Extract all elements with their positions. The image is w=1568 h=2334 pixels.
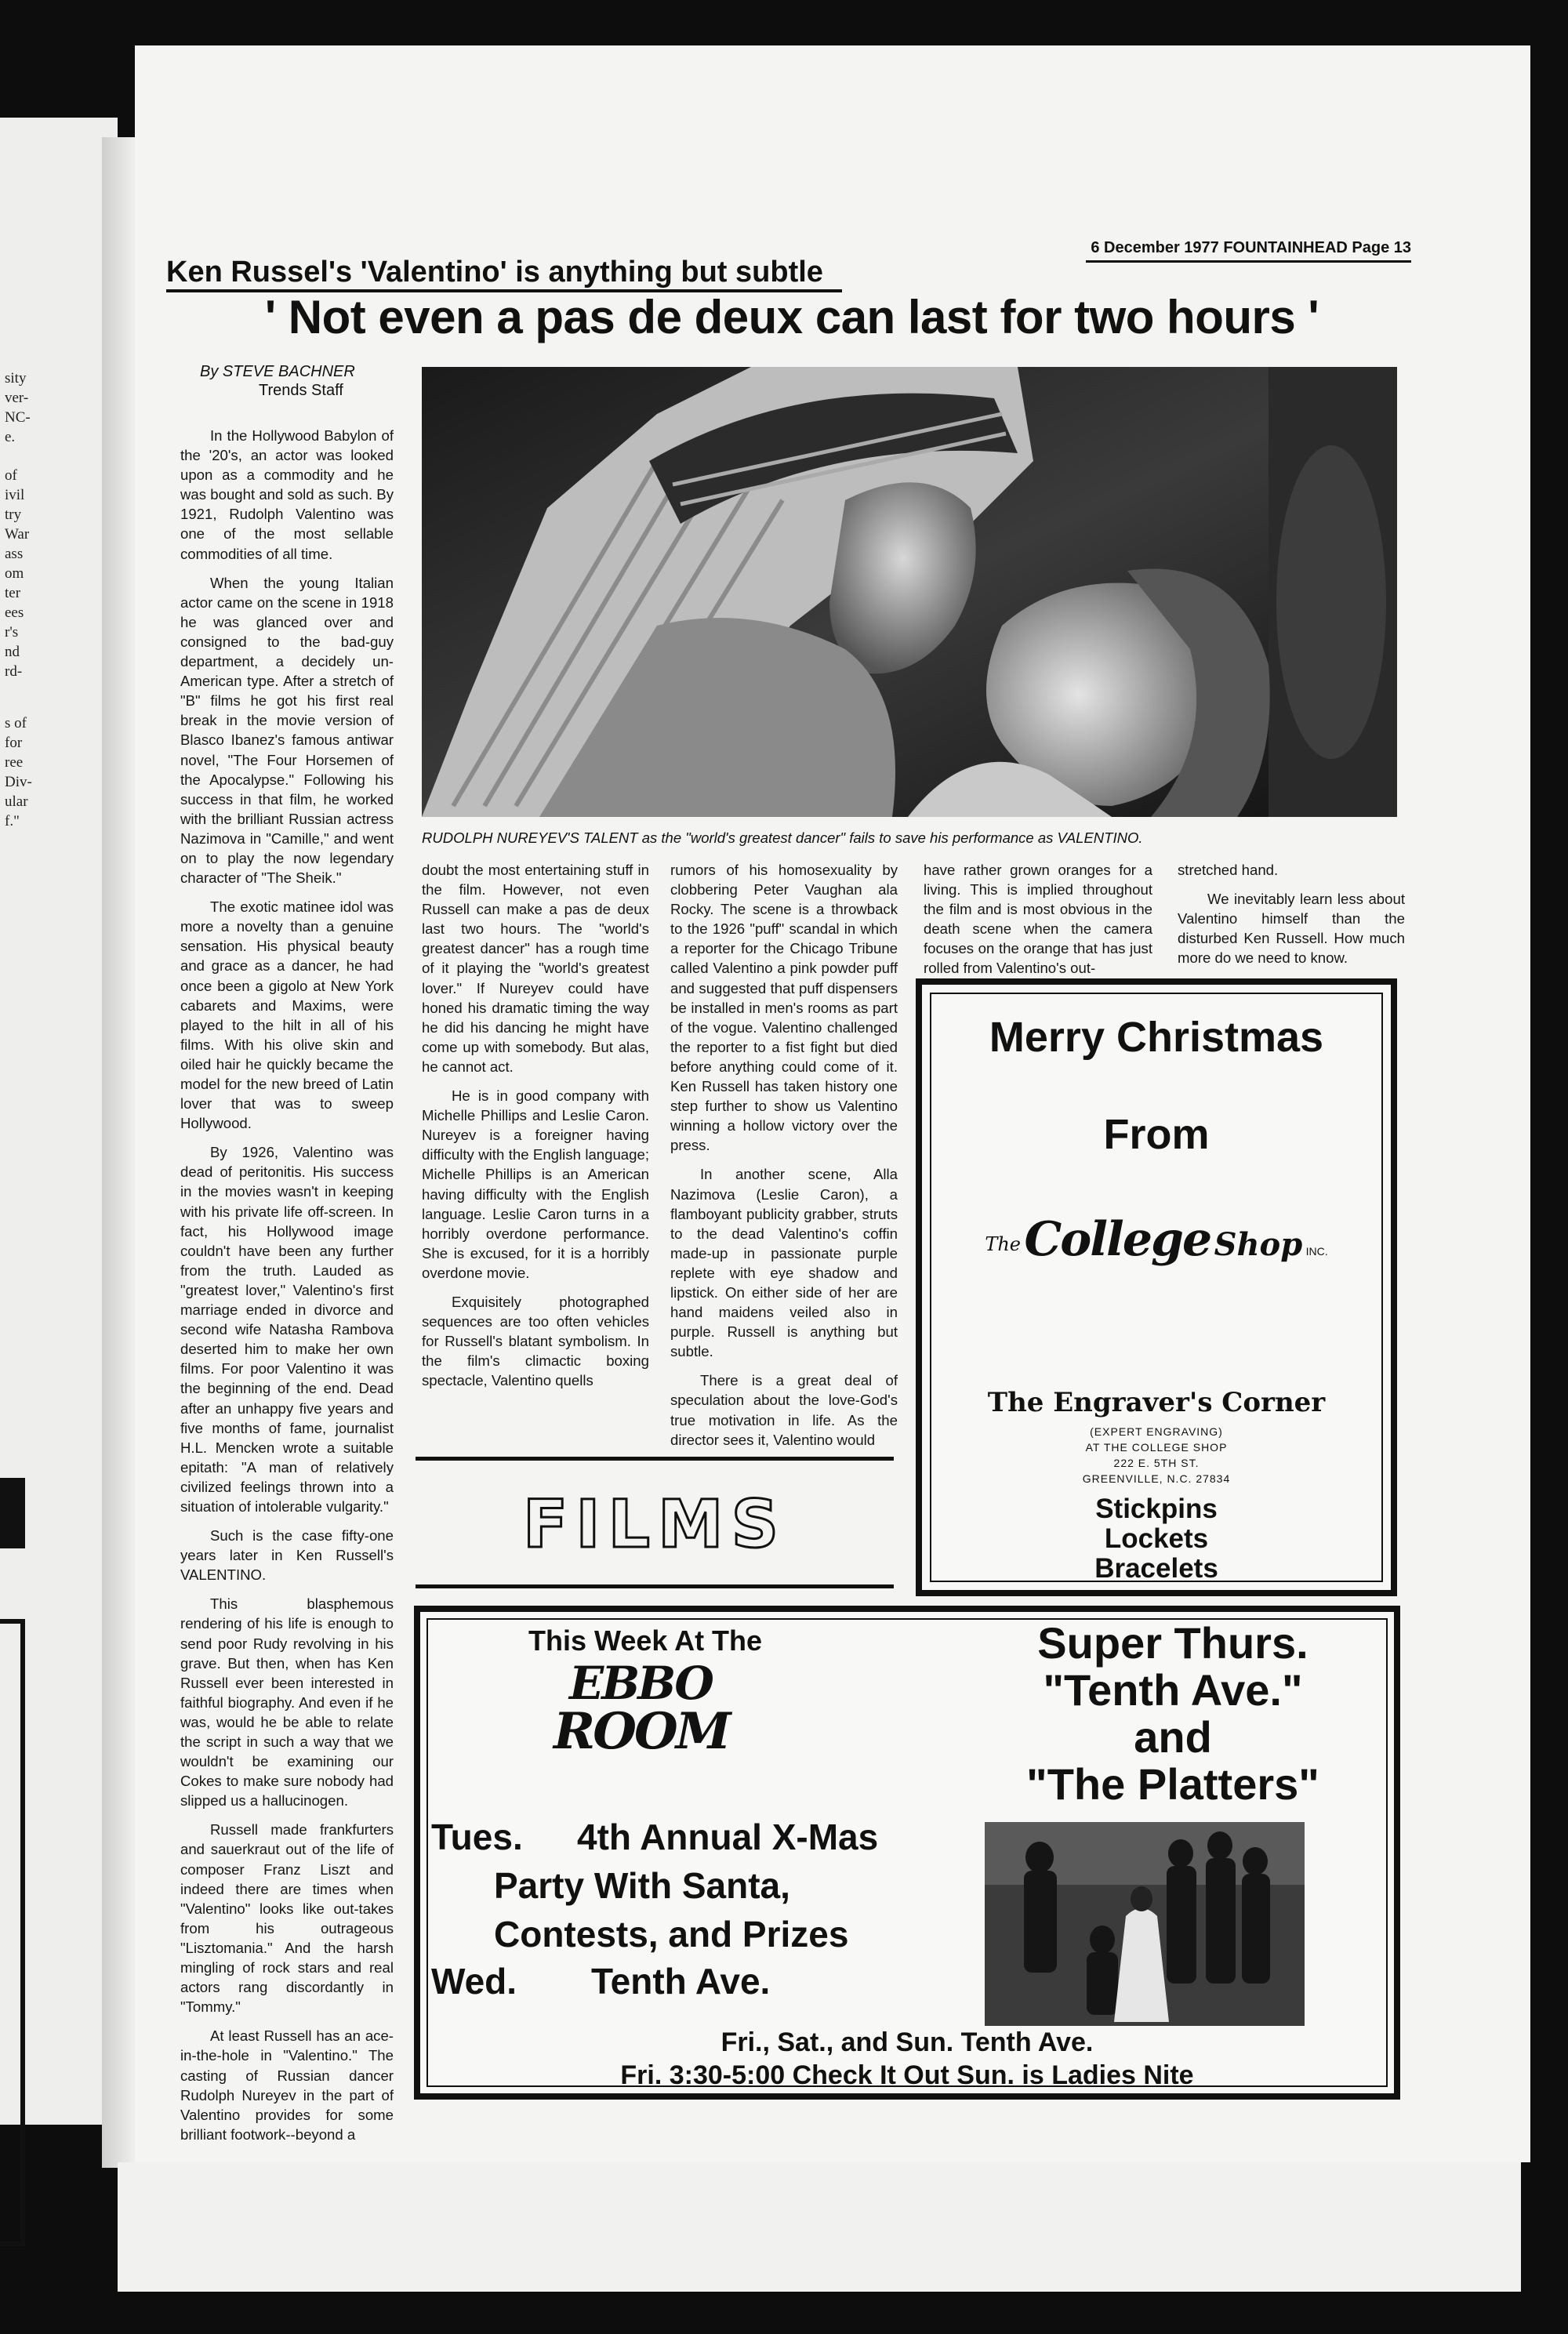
facing-page-fragment-text: s of: [5, 715, 27, 731]
facing-page-fragment-text: ree: [5, 754, 24, 771]
byline-department: Trends Staff: [259, 382, 343, 399]
films-label: FILMS: [522, 1486, 787, 1563]
article-paragraph: doubt the most entertaining stuff in the film. However, not even Russell can make a pas de deux last two hours. The "world's greatest dancer" has a rough time of it playing the "world's greatest lover." If Nureyev could have honed his dramatic timing the way he did his dancing he might have come up with somebody. But alas, he cannot act.: [422, 862, 649, 1075]
facing-page-fragment-text: ass: [5, 546, 24, 562]
article-column-5: [1178, 860, 1405, 977]
facing-page-fragment-text: ivil: [5, 487, 25, 503]
ad-from: From: [1103, 1111, 1210, 1158]
facing-page-fragment-text: e.: [5, 429, 16, 445]
article-paragraph: In another scene, Alla Nazimova (Leslie Caron), a flamboyant publicity grabber, struts to the dead Valentino's coffin made-up in passionate purple replete with eye shadow and lipstick. On either side of her are hand maidens veiled also in purple. Russell is anything but subtle.: [670, 1166, 898, 1360]
facing-page-fragment-text: Div-: [5, 774, 32, 790]
facing-page-fragment-text: try: [5, 506, 22, 523]
band-photo-illustration: [985, 1822, 1305, 2026]
facing-page-fragment-text: nd: [5, 644, 20, 660]
facing-page-block: [0, 1478, 25, 1548]
page-bottom-margin: [118, 2162, 1521, 2292]
facing-page-fragment-text: f.": [5, 813, 20, 829]
ad-merry-christmas: Merry Christmas: [989, 1014, 1324, 1061]
facing-page-fragment-text: ular: [5, 793, 28, 810]
tues-label: Tues.: [431, 1817, 523, 1857]
expert-engraving: (EXPERT ENGRAVING): [1090, 1425, 1223, 1438]
and-text: and: [1134, 1712, 1212, 1762]
college-shop-ad: [916, 978, 1397, 1596]
facing-page-fragment-text: NC-: [5, 409, 31, 426]
main-headline: ' Not even a pas de deux can last for two hours ': [264, 291, 1319, 343]
logo-inc: INC.: [1305, 1245, 1328, 1258]
article-paragraph: At least Russell has an ace-in-the-hole in "Valentino." The casting of Russian dancer Rudolph Nureyev in the part of Valentino provides for some brilliant footwork--beyond a: [180, 2027, 394, 2143]
shop-address: 222 E. 5TH ST.: [1113, 1457, 1200, 1469]
article-paragraph: There is a great deal of speculation about the love-God's true motivation in life. As the director sees it, Valentino would: [670, 1372, 898, 1448]
college-shop-logo: [922, 1212, 1391, 1290]
this-week-at: This Week At The: [528, 1624, 763, 1657]
tues-line-2: Party With Santa,: [494, 1865, 790, 1906]
logo-shop: Shop: [1214, 1226, 1303, 1263]
ebbo-logo-line2: ROOM: [554, 1702, 729, 1761]
article-column-2: [422, 860, 649, 1399]
engravers-corner: The Engraver's Corner: [987, 1387, 1326, 1418]
tenth-ave-title: "Tenth Ave.": [1043, 1665, 1303, 1715]
valentino-photo-illustration: [422, 367, 1397, 817]
facing-page-fragment-text: sity: [5, 370, 27, 387]
ebbo-room-ad: [414, 1606, 1400, 2100]
wed-label: Wed.: [431, 1961, 517, 2002]
ebbo-logo-line1: EBBO: [569, 1657, 712, 1710]
dateline: 6 December 1977 FOUNTAINHEAD Page 13: [1086, 239, 1411, 263]
article-photo: [422, 367, 1397, 817]
platters-photo: [985, 1822, 1305, 2026]
facing-page-fragment-text: ees: [5, 604, 24, 621]
shop-city: GREENVILLE, N.C. 27834: [1082, 1472, 1231, 1485]
facing-page-fragment-text: ver-: [5, 390, 29, 406]
logo-college: College: [1024, 1212, 1211, 1267]
facing-page-fragment-text: r's: [5, 624, 19, 641]
the-platters: "The Platters": [1026, 1759, 1319, 1809]
tues-line-3: Contests, and Prizes: [494, 1914, 849, 1955]
ladies-nite: Fri. 3:30-5:00 Check It Out Sun. is Ladies Nite: [620, 2060, 1194, 2090]
facing-page-fragment-text: rd-: [5, 663, 23, 680]
article-paragraph: The exotic matinee idol was more a novelty than a genuine sensation. His physical beauty and grace as a dancer, he had once been a gigolo at New York cabarets and Maxims, were played to the hilt in all of his films. With his olive skin and oiled hair he quickly became the model for the new breed of Latin lover that was to sweep Hollywood.: [180, 898, 394, 1132]
byline-author: By STEVE BACHNER: [200, 363, 355, 380]
article-paragraph: Exquisitely photographed sequences are too often vehicles for Russell's blatant symbolism. In the film's climactic boxing spectacle, Valentino quells: [422, 1293, 649, 1389]
article-paragraph: By 1926, Valentino was dead of peritonitis. His success in the movies wasn't in keeping with his private life off-screen. In fact, his Hollywood image couldn't have been any further from the truth. Lauded as "greatest lover," Valentino's first marriage ended in divorce and second wife Natasha Rambova deserted him to make her own films. For poor Valentino it was the beginning of the end. Dead after an unhappy five years and five months of fame, journalist H.L. Mencken wrote a suitable epitath: "A man of relatively civilized feelings thrown into a situation of intolerable vulgarity.": [180, 1144, 394, 1515]
weekend-schedule: Fri., Sat., and Sun. Tenth Ave.: [720, 2027, 1094, 2057]
shop-location: AT THE COLLEGE SHOP: [1085, 1441, 1228, 1454]
article-paragraph: Russell made frankfurters and sauerkraut out of the life of composer Franz Liszt and indeed there are times when "Valentino" looks like out-takes from his outrageous "Lisztomania." And the harsh mingling of rock stars and real actors rang discordantly in "Tommy.": [180, 1821, 394, 2016]
facing-page-box: [0, 1619, 25, 2246]
article-paragraph: He is in good company with Michelle Phillips and Leslie Caron. Nureyev is a foreigner having difficulty with the English language; Michelle Phillips is an American having difficulty with the English language. Leslie Caron turns in a horribly overdone performance. She is excused, for it is a horribly overdone movie.: [422, 1087, 649, 1281]
tues-line-1: 4th Annual X-Mas: [577, 1817, 879, 1857]
facing-page-fragment-text: om: [5, 565, 24, 582]
photo-caption: RUDOLPH NUREYEV'S TALENT as the "world's greatest dancer" fails to save his performance as VALENTINO.: [422, 829, 1143, 846]
article-paragraph: have rather grown oranges for a living. This is implied throughout the film and is most obvious in the death scene when the camera focuses on the orange that has just rolled from Valentino's out-: [924, 862, 1152, 977]
article-column-4: [924, 860, 1152, 988]
article-paragraph: When the young Italian actor came on the scene in 1918 he was glanced over and consigned to the bad-guy department, a decidely un-American type. After a stretch of "B" films he got his first real break in the movie version of Blasco Ibanez's famous antiwar novel, "The Four Horsemen of the Apocalypse." Following his success in that film, he worked with the brilliant Russian actress Nazimova in "Camille," and went on to play the now legendary character of "The Sheik.": [180, 574, 394, 887]
article-paragraph: In the Hollywood Babylon of the '20's, an actor was looked upon as a commodity and he was bought and sold as such. By 1921, Rudolph Valentino was one of the most sellable commodities of all time.: [180, 427, 394, 562]
facing-page-fragment: [0, 118, 118, 2125]
facing-page-fragment-text: ter: [5, 585, 21, 601]
article-paragraph: Such is the case fifty-one years later in Ken Russell's VALENTINO.: [180, 1527, 394, 1584]
ad-item-bracelets: Bracelets: [1094, 1553, 1218, 1584]
wed-text: Tenth Ave.: [591, 1961, 771, 2002]
article-column-3: [670, 860, 898, 1459]
article-paragraph: This blasphemous rendering of his life is enough to send poor Rudy revolving in his grave. But then, when has Ken Russell ever been interested in faithful biography. And even if he was, would he be able to relate the script in such a way that we wouldn't be examining our Cokes to make sure nobody had slipped us a hallucinogen.: [180, 1595, 394, 1809]
ad-item-lockets: Lockets: [1104, 1523, 1209, 1554]
kicker-headline: Ken Russel's 'Valentino' is anything but subtle: [166, 255, 842, 292]
facing-page-fragment-text: War: [5, 526, 30, 543]
article-column-1: [180, 426, 394, 2154]
super-thurs: Super Thurs.: [1037, 1618, 1308, 1668]
facing-page-fragment-text: of: [5, 467, 17, 484]
article-paragraph: We inevitably learn less about Valentino himself than the disturbed Ken Russell. How much more do we need to know.: [1178, 891, 1405, 967]
article-paragraph: rumors of his homosexuality by clobbering Peter Vaughan ala Rocky. The scene is a throwback to the 1926 "puff" scandal in which a reporter for the Chicago Tribune called Valentino a pink powder puff and suggested that puff dispensers be installed in men's rooms as part of the vogue. Valentino challenged the reporter to a fist fight but died before anything could come of it. Ken Russell has taken history one step further to show us Valentino winning a hollow victory over the press.: [670, 862, 898, 1154]
page-gutter-shadow: [102, 137, 135, 2168]
logo-the: The: [985, 1233, 1021, 1255]
article-paragraph: stretched hand.: [1178, 862, 1279, 878]
facing-page-fragment-text: for: [5, 735, 23, 751]
films-section-banner: [416, 1457, 894, 1588]
ad-item-stickpins: Stickpins: [1095, 1494, 1218, 1524]
